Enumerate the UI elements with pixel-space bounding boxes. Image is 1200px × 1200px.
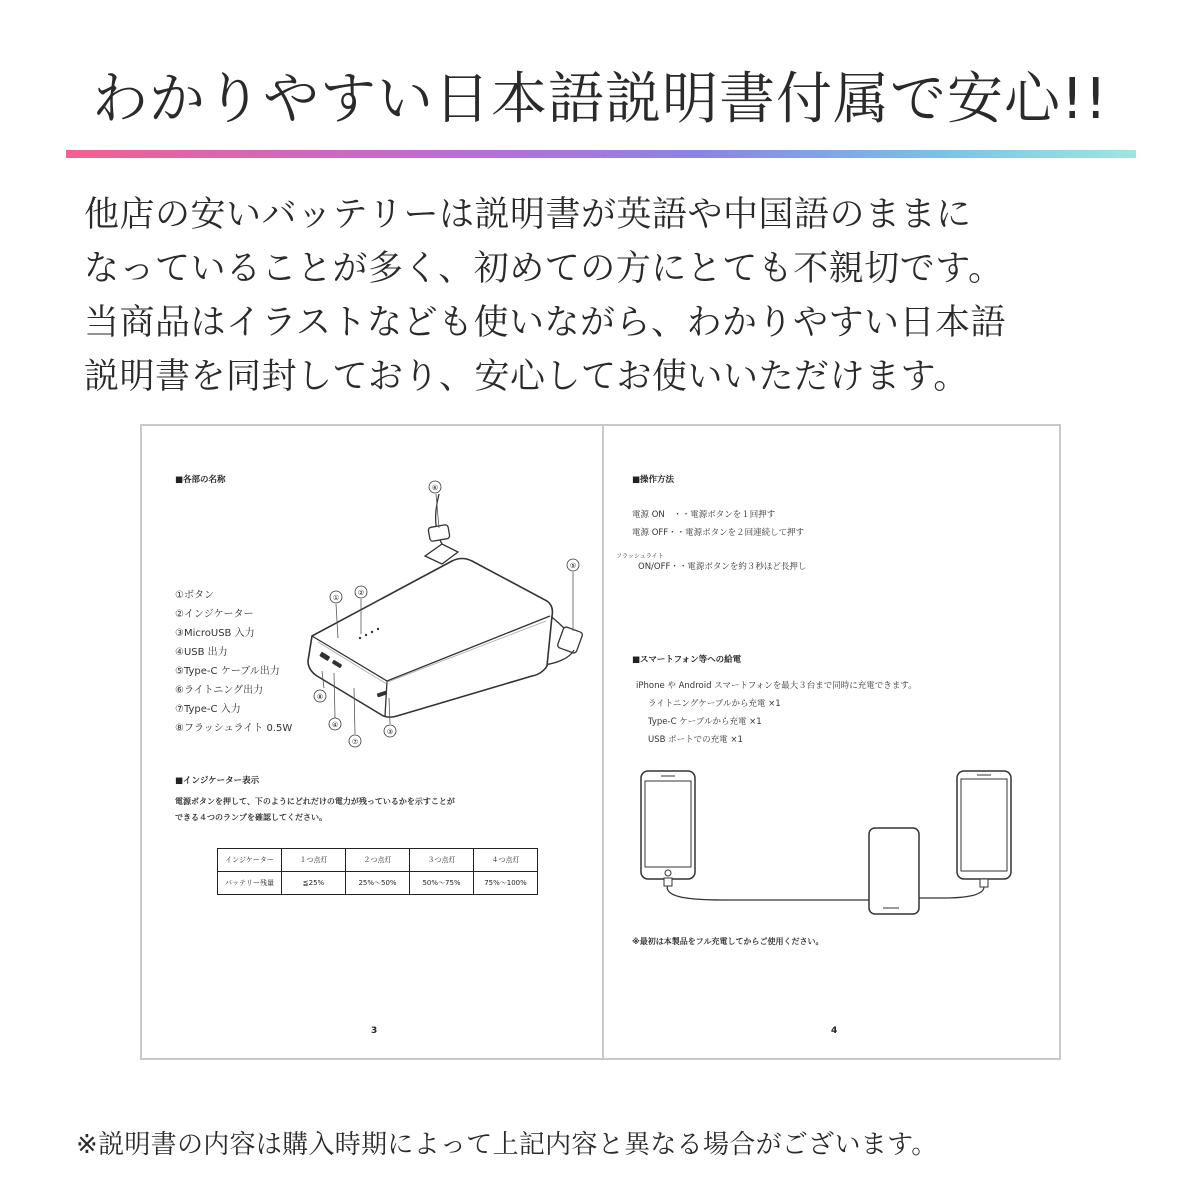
operation-section-title: ■操作方法	[632, 475, 675, 485]
description-line: 当商品はイラストなども使いながら、わかりやすい日本語	[84, 303, 1006, 343]
operation-step: 電源 ON ・・電源ボタンを１回押す	[632, 510, 776, 520]
flashlight-label: フラッシュライト	[616, 553, 664, 560]
indicator-desc: 電源ボタンを押して、下のようにどれだけの電力が残っているかを示すことが	[175, 797, 455, 806]
description-line: なっていることが多く、初めての方にとても不親切です。	[84, 249, 1004, 289]
table-cell: １つ点灯	[282, 849, 346, 872]
indicator-section-title: ■インジケーター表示	[175, 776, 260, 786]
callout-5: ⑤	[569, 562, 577, 570]
table-cell: インジケーター	[218, 849, 282, 872]
table-cell: ≦25%	[282, 872, 346, 895]
charging-illustration	[603, 766, 1061, 936]
charge-desc: iPhone や Android スマートフォンを最大３台まで同時に充電できます。	[636, 681, 917, 691]
charge-item: ライトニングケーブルから充電 ×1	[648, 699, 781, 709]
table-cell: バッテリー残量	[218, 872, 282, 895]
part-item: ①ボタン	[175, 590, 214, 601]
callout-7: ⑦	[351, 738, 359, 746]
headline: わかりやすい日本語説明書付属で安心!!	[92, 67, 1108, 132]
callout-6: ⑥	[431, 484, 439, 492]
table-cell: 50%〜75%	[410, 872, 474, 895]
gradient-divider	[66, 150, 1136, 158]
manual-page-right	[603, 426, 1061, 1058]
table-cell: ３つ点灯	[410, 849, 474, 872]
part-item: ④USB 出力	[175, 647, 228, 658]
charge-item: USB ポートでの充電 ×1	[648, 735, 743, 745]
table-row	[218, 872, 538, 895]
manual-spread	[140, 424, 1061, 1060]
parts-list	[175, 586, 292, 738]
table-cell: ２つ点灯	[346, 849, 410, 872]
part-item: ③MicroUSB 入力	[175, 628, 255, 639]
indicator-desc: できる４つのランプを確認してください。	[175, 813, 327, 822]
callout-2: ②	[357, 589, 365, 597]
description	[84, 188, 1144, 404]
callout-3: ③	[386, 728, 394, 736]
operation-step: 電源 OFF・・電源ボタンを２回連続して押す	[632, 528, 805, 538]
part-item: ⑤Type-C ケーブル出力	[175, 666, 280, 677]
indicator-table	[217, 848, 538, 895]
callout-8: ⑧	[316, 693, 324, 701]
part-item: ⑦Type-C 入力	[175, 704, 241, 715]
part-item: ⑧フラッシュライト 0.5W	[175, 723, 293, 734]
footer-note: ※説明書の内容は購入時期によって上記内容と異なる場合がございます。	[76, 1130, 938, 1160]
table-row	[218, 849, 538, 872]
part-item: ⑥ライトニング出力	[175, 685, 264, 696]
page-number-right: 4	[831, 1026, 838, 1036]
description-line: 説明書を同封しており、安心してお使いいただけます。	[84, 357, 969, 397]
operation-step: ON/OFF・・電源ボタンを約３秒ほど長押し	[638, 562, 807, 572]
part-item: ②インジケーター	[175, 609, 254, 620]
description-line: 他店の安いバッテリーは説明書が英語や中国語のままに	[84, 195, 972, 235]
parts-section-title: ■各部の名称	[175, 475, 226, 485]
table-cell: 25%〜50%	[346, 872, 410, 895]
page-number-left: 3	[371, 1026, 378, 1036]
table-cell: 75%〜100%	[474, 872, 538, 895]
callout-1: ①	[332, 594, 340, 602]
charge-item: Type-C ケーブルから充電 ×1	[648, 717, 762, 727]
manual-page-left	[142, 426, 602, 1058]
callout-4: ④	[331, 721, 339, 729]
table-cell: ４つ点灯	[474, 849, 538, 872]
charge-section-title: ■スマートフォン等への給電	[632, 655, 742, 665]
note: ※最初は本製品をフル充電してからご使用ください。	[632, 937, 824, 946]
